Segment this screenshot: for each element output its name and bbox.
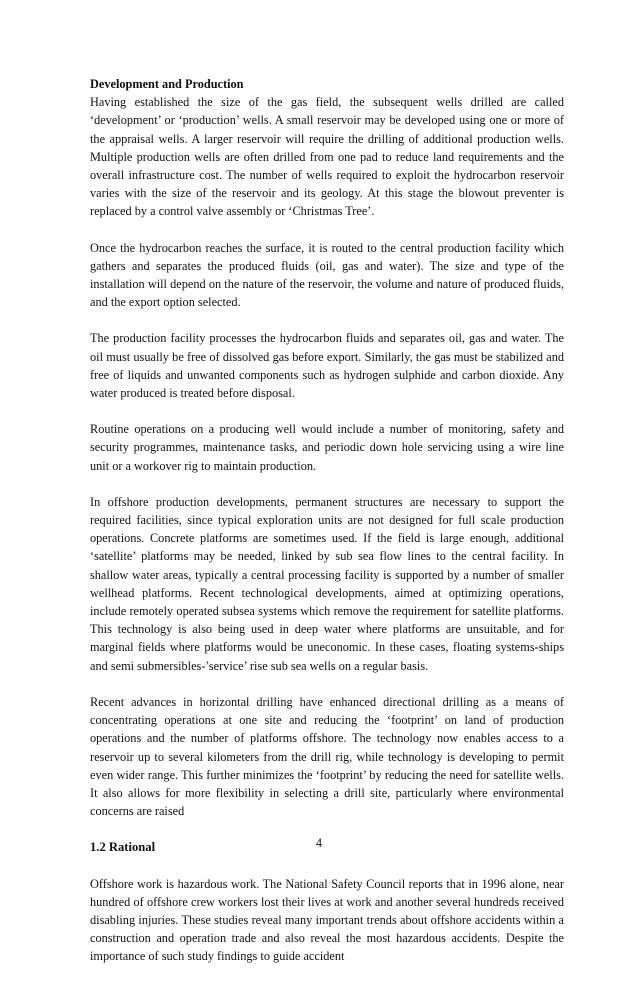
paragraph-rational: Offshore work is hazardous work. The National Safety Council reports that in 1996 alone, near hundred of offshore crew workers lost their lives at work and another several hundreds received disabling injuries. These studies reveal many important trends about offshore accidents within a construction and operation trade and also reveal the most hazardous accidents. Despite the importance of such study findings to guide accident — [90, 876, 564, 964]
page-number: 4 — [315, 836, 323, 850]
paragraph-routine-operations: Routine operations on a producing well would include a number of monitoring, safety and security programmes, maintenance tasks, and periodic down hole servicing using a wire line unit or a workover rig to maintain production. — [90, 422, 564, 473]
paragraph-horizontal-drilling: Recent advances in horizontal drilling have enhanced directional drilling as a means of concentrating operations at one site and reducing the ‘footprint’ on land of production operations and the number of platforms offshore. The technology now enables access to a reservoir up to several kilometers from the drill rig, while technology is developing to permit even wider range. This further minimizes the ‘footprint’ by reducing the need for satellite wells. It also allows for more flexibility in selecting a drill site, particularly where environmental concerns are raised — [90, 694, 564, 819]
paragraph-development-wells: Having established the size of the gas field, the subsequent wells drilled are called ‘development’ or ‘production’ wells. A small reservoir may be developed using one or more of the appraisal wells. A larger reservoir will require the drilling of additional production wells. Multiple production wells are often drilled from one pad to reduce land requirements and the overall infrastructure cost. The number of wells required to exploit the hydrocarbon reservoir varies with the size of the reservoir and its geology. At this stage the blowout preventer is replaced by a control valve assembly or ‘Christmas Tree’. — [90, 95, 564, 219]
section-heading-development: Development and Production — [90, 77, 244, 91]
paragraph-central-facility: Once the hydrocarbon reaches the surface, it is routed to the central production facility which gathers and separates the produced fluids (oil, gas and water). The size and type of the installation will depend on the nature of the reservoir, the volume and nature of produced fluids, and the export option selected. — [90, 240, 564, 310]
paragraph-production-facility: The production facility processes the hydrocarbon fluids and separates oil, gas and water. The oil must usually be free of dissolved gas before export. Similarly, the gas must be stabilized and free of liquids and unwanted components such as hydrogen sulphide and carbon dioxide. Any water produced is treated before disposal. — [90, 331, 564, 401]
paragraph-offshore-developments: In offshore production developments, permanent structures are necessary to support the required facilities, since typical exploration units are not designed for full scale production operations. Concrete platforms are sometimes used. If the field is large enough, additional ‘satellite’ platforms may be needed, linked by sub sea flow lines to the central facility. In shallow water areas, typically a central processing facility is supported by a number of smaller wellhead platforms. Recent technological developments, aimed at optimizing operations, include remotely operated subsea systems which remove the requirement for satellite platforms. This technology is also being used in deep water where platforms are unsuitable, and for marginal fields where platforms would be uneconomic. In these cases, floating systems-ships and semi submersibles-’service’ rise sub sea wells on a regular basis. — [90, 494, 564, 673]
section-heading-rational: 1.2 Rational — [90, 840, 156, 855]
